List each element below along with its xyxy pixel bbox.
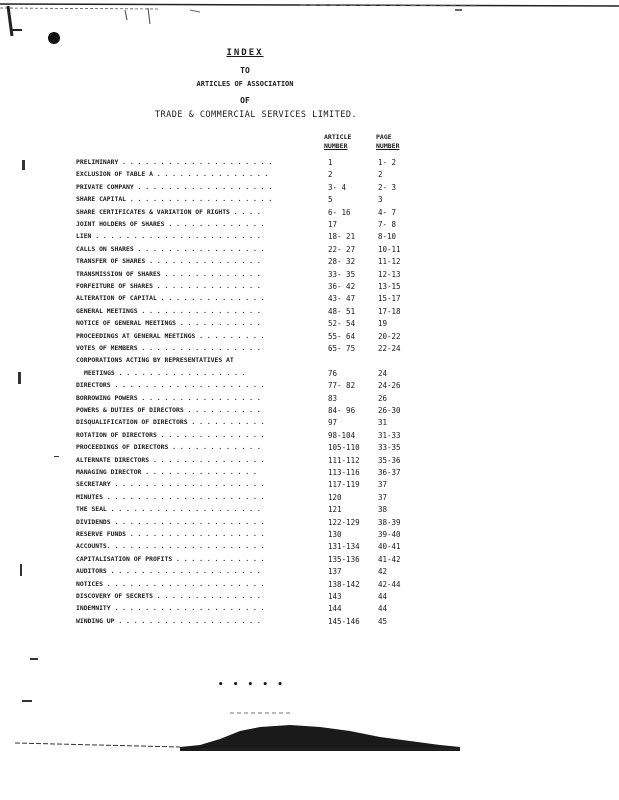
article-number: 143 [328, 592, 342, 601]
index-row [76, 356, 416, 381]
end-bullets: • • • • • [218, 680, 285, 690]
index-row [76, 170, 416, 182]
article-number: 84- 96 [328, 406, 356, 415]
page-number: 24-26 [378, 381, 401, 391]
entry-title: DIVIDENDS . . . . . . . . . . . . . . . . . . . . [76, 517, 265, 526]
index-row [76, 418, 416, 430]
entry-title: EXCLUSION OF TABLE A . . . . . . . . . . . . . . . [76, 170, 269, 179]
margin-mark [54, 456, 59, 457]
page-number: 17-18 [378, 306, 401, 316]
index-row [76, 195, 416, 207]
of-heading: OF [240, 96, 250, 105]
index-row [76, 406, 416, 418]
index-row [76, 319, 416, 331]
page-column-header-line2: NUMBER [376, 142, 400, 150]
entry-title: PROCEEDINGS AT GENERAL MEETINGS . . . . . . . . . [76, 331, 265, 340]
index-row [76, 394, 416, 406]
article-number: 48- 51 [328, 306, 356, 316]
page-number: 45 [378, 616, 388, 626]
margin-mark [22, 700, 32, 702]
index-row [76, 592, 416, 604]
article-number: 144 [328, 604, 342, 614]
index-row [76, 456, 416, 468]
entry-title: SECRETARY . . . . . . . . . . . . . . . . . . . . [76, 480, 265, 489]
article-number: 83 [328, 393, 338, 403]
page-number: 26 [378, 393, 388, 403]
index-row [76, 567, 416, 579]
article-number: 131-134 [328, 542, 360, 552]
index-row [76, 580, 416, 592]
article-number: 33- 35 [328, 269, 356, 279]
page-number: 31-33 [378, 430, 401, 440]
index-row [76, 307, 416, 319]
article-number: 77- 82 [328, 381, 356, 391]
entry-title: ALTERNATE DIRECTORS . . . . . . . . . . . . . . . [76, 455, 265, 464]
index-row [76, 431, 416, 443]
scan-edge-bottom [0, 705, 619, 765]
entry-title: PROCEEDINGS OF DIRECTORS . . . . . . . . . . . . [76, 443, 261, 452]
page-number: 8-10 [378, 232, 397, 242]
entry-title: CALLS ON SHARES . . . . . . . . . . . . . . . . . [76, 244, 265, 253]
article-number: 22- 27 [328, 244, 356, 254]
entry-title: POWERS & DUTIES OF DIRECTORS . . . . . . . . . . [76, 406, 261, 414]
entry-title: DIRECTORS . . . . . . . . . . . . . . . . . . . . [76, 381, 265, 390]
page-number: 41-42 [378, 554, 401, 564]
margin-mark [18, 372, 21, 384]
article-number: 28- 32 [328, 257, 356, 267]
index-row [76, 257, 416, 269]
page-number: 38-39 [378, 517, 401, 527]
entry-title: CORPORATIONS ACTING BY REPRESENTATIVES AT [76, 356, 234, 365]
entry-title: SHARE CAPITAL . . . . . . . . . . . . . . . . . . . [76, 195, 273, 204]
entry-title: MINUTES . . . . . . . . . . . . . . . . . . . . . [76, 492, 265, 501]
margin-mark [30, 658, 38, 660]
page-number: 3 [378, 195, 383, 205]
page-number: 39-40 [378, 530, 401, 539]
articles-heading: ARTICLES OF ASSOCIATION [196, 80, 294, 88]
entry-title: VOTES OF MEMBERS . . . . . . . . . . . . . . . . [76, 344, 261, 352]
page-number: 24 [378, 368, 388, 378]
page-number: 36-37 [378, 468, 401, 477]
index-title: INDEX [226, 48, 264, 58]
margin-mark [22, 160, 25, 170]
article-number: 43- 47 [328, 294, 356, 304]
page-number: 37 [378, 492, 388, 502]
article-number: 145-146 [328, 616, 360, 626]
page-number: 37 [378, 480, 388, 490]
article-number: 130 [328, 530, 342, 539]
entry-title: BORROWING POWERS . . . . . . . . . . . . . . . . [76, 393, 261, 402]
index-row [76, 332, 416, 344]
index-row [76, 294, 416, 306]
index-row [76, 381, 416, 393]
entry-title: CAPITALISATION OF PROFITS . . . . . . . . . . . . [76, 554, 265, 563]
page-number: 13-15 [378, 282, 401, 291]
article-number: 122-129 [328, 517, 360, 527]
entry-title: MANAGING DIRECTOR . . . . . . . . . . . . . . . [76, 468, 257, 476]
entry-title: PRIVATE COMPANY . . . . . . . . . . . . . . . . . . [76, 182, 273, 191]
article-number: 1 [328, 158, 333, 167]
index-row [76, 505, 416, 517]
entry-title: ROTATION OF DIRECTORS . . . . . . . . . . . . . . [76, 430, 265, 439]
index-row [76, 232, 416, 244]
article-number: 5 [328, 195, 333, 205]
page-number: 42 [378, 567, 388, 577]
entry-title: TRANSFER OF SHARES . . . . . . . . . . . . . . . [76, 257, 261, 266]
page-number: 20-22 [378, 331, 401, 341]
article-number: 98-104 [328, 430, 356, 440]
page-number: 12-13 [378, 269, 401, 279]
article-number: 2 [328, 170, 333, 180]
entry-title: DISCOVERY OF SECRETS . . . . . . . . . . . . . . [76, 592, 261, 600]
index-row [76, 344, 416, 356]
page-number: 15-17 [378, 294, 401, 304]
index-row [76, 604, 416, 616]
entry-title-continued: MEETINGS . . . . . . . . . . . . . . . . . [84, 368, 246, 377]
entry-title: THE SEAL . . . . . . . . . . . . . . . . . . . . [76, 505, 261, 514]
article-number: 76 [328, 368, 338, 378]
entry-title: NOTICE OF GENERAL MEETINGS . . . . . . . . . . . [76, 319, 261, 328]
entry-title: INDEMNITY . . . . . . . . . . . . . . . . . . . . [76, 604, 265, 613]
page-number: 42-44 [378, 579, 401, 589]
index-row [76, 158, 416, 170]
entry-title: LIEN . . . . . . . . . . . . . . . . . . . . . . [76, 232, 261, 241]
entry-title: PRELIMINARY . . . . . . . . . . . . . . . . . . . . [76, 158, 273, 166]
page-number: 19 [378, 319, 388, 329]
article-number: 105-110 [328, 443, 360, 453]
article-number: 3- 4 [328, 182, 347, 192]
page-number: 38 [378, 505, 388, 515]
article-number: 120 [328, 492, 342, 502]
margin-mark [20, 564, 22, 576]
index-row [76, 245, 416, 257]
page-number: 7- 8 [378, 220, 397, 229]
article-column-header-line2: NUMBER [324, 142, 348, 150]
company-name: TRADE & COMMERCIAL SERVICES LIMITED. [154, 110, 358, 120]
index-row [76, 443, 416, 455]
article-number: 36- 42 [328, 282, 356, 291]
article-number: 6- 16 [328, 207, 351, 217]
entry-title: FORFEITURE OF SHARES . . . . . . . . . . . . . . [76, 282, 261, 290]
page-number: 10-11 [378, 244, 401, 254]
page-number: 1- 2 [378, 158, 397, 167]
entry-title: GENERAL MEETINGS . . . . . . . . . . . . . . . . [76, 306, 261, 315]
article-number: 137 [328, 567, 342, 577]
index-row [76, 282, 416, 294]
article-number: 97 [328, 418, 338, 428]
page-number: 33-35 [378, 443, 401, 453]
page-number: 35-36 [378, 455, 401, 465]
entry-title: JOINT HOLDERS OF SHARES . . . . . . . . . . . . . [76, 220, 265, 228]
page-column-header-line1: PAGE [376, 133, 392, 141]
page-number: 11-12 [378, 257, 401, 267]
page-number: 4- 7 [378, 207, 397, 217]
page-number: 44 [378, 604, 388, 614]
index-row [76, 183, 416, 195]
page-number: 22-24 [378, 344, 401, 353]
index-row [76, 270, 416, 282]
page-number: 26-30 [378, 406, 401, 415]
entry-title: DISQUALIFICATION OF DIRECTORS . . . . . . . . . . [76, 418, 265, 427]
index-row [76, 555, 416, 567]
entry-title: TRANSMISSION OF SHARES . . . . . . . . . . . . . [76, 269, 261, 278]
index-row [76, 480, 416, 492]
article-number: 113-116 [328, 468, 360, 477]
entry-title: WINDING UP . . . . . . . . . . . . . . . . . . . [76, 616, 261, 625]
index-row [76, 220, 416, 232]
article-column-header-line1: ARTICLE [324, 133, 352, 141]
index-row [76, 518, 416, 530]
index-row [76, 208, 416, 220]
index-row [76, 542, 416, 554]
index-row [76, 617, 416, 629]
index-row [76, 468, 416, 480]
to-heading: TO [240, 66, 250, 75]
page-number: 2 [378, 170, 383, 180]
page-number: 2- 3 [378, 182, 397, 192]
article-number: 111-112 [328, 455, 360, 465]
article-number: 52- 54 [328, 319, 356, 329]
article-number: 17 [328, 220, 338, 229]
entry-title: SHARE CERTIFICATES & VARIATION OF RIGHTS . . . . [76, 207, 261, 216]
article-number: 18- 21 [328, 232, 356, 242]
index-row [76, 530, 416, 542]
entry-title: NOTICES . . . . . . . . . . . . . . . . . . . . . [76, 579, 265, 588]
article-number: 135-136 [328, 554, 360, 564]
entry-title: ALTERATION OF CAPITAL . . . . . . . . . . . . . . [76, 294, 265, 303]
index-row [76, 493, 416, 505]
page-number: 44 [378, 592, 388, 601]
article-number: 117-119 [328, 480, 360, 490]
entry-title: ACCOUNTS. . . . . . . . . . . . . . . . . . . . . [76, 542, 265, 551]
entry-title: RESERVE FUNDS . . . . . . . . . . . . . . . . . . [76, 530, 265, 538]
article-number: 55- 64 [328, 331, 356, 341]
article-number: 65- 75 [328, 344, 356, 353]
page-number: 40-41 [378, 542, 401, 552]
entry-title: AUDITORS . . . . . . . . . . . . . . . . . . . . [76, 567, 261, 576]
page-number: 31 [378, 418, 388, 428]
article-number: 121 [328, 505, 342, 515]
article-number: 138-142 [328, 579, 360, 589]
